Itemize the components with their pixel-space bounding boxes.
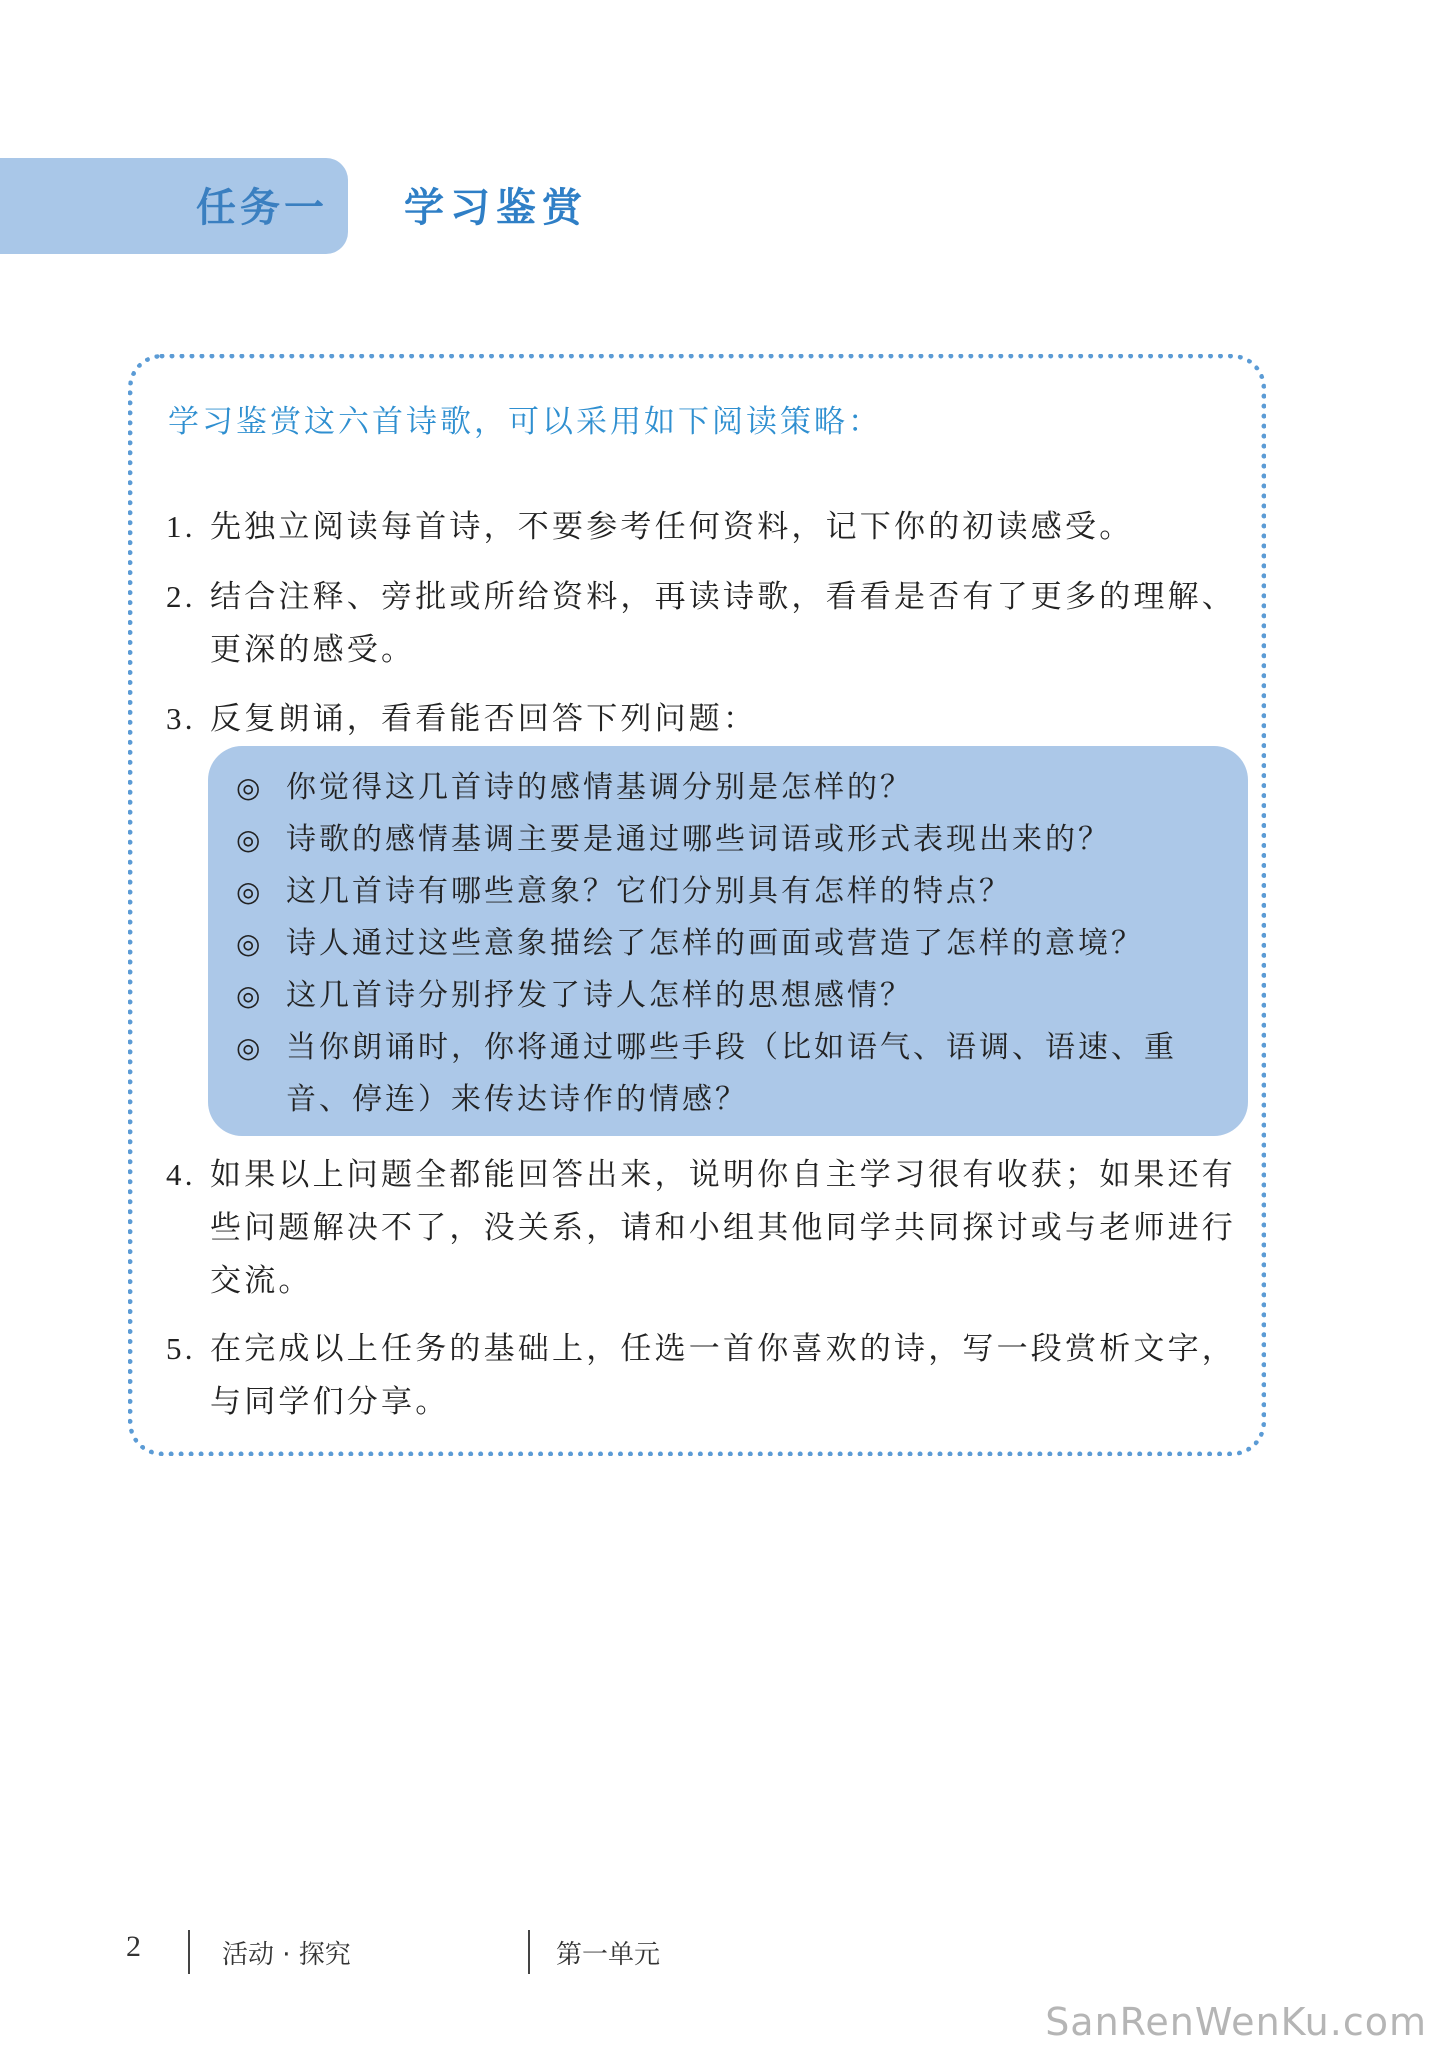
item-number: 5. — [166, 1331, 196, 1366]
question-1 — [236, 762, 1236, 814]
question-3 — [236, 866, 1236, 918]
strategy-intro: 学习鉴赏这六首诗歌，可以采用如下阅读策略： — [168, 404, 882, 440]
strategy-item-1 — [166, 500, 1236, 554]
question-text: 这几首诗有哪些意象？它们分别具有怎样的特点？ — [286, 874, 1012, 909]
question-marker: ◎ — [236, 979, 264, 1012]
item-number: 1. — [166, 509, 196, 544]
item-number: 3. — [166, 701, 196, 736]
question-text: 诗人通过这些意象描绘了怎样的画面或营造了怎样的意境？ — [286, 926, 1144, 961]
question-6 — [236, 1022, 1236, 1126]
item-text: 结合注释、旁批或所给资料，再读诗歌，看看是否有了更多的理解、 — [210, 579, 1236, 615]
question-5 — [236, 970, 1236, 1022]
task-title: 学习鉴赏 — [404, 185, 588, 231]
question-text: 当你朗诵时，你将通过哪些手段（比如语气、语调、语速、重 — [286, 1030, 1177, 1065]
footer-divider — [188, 1930, 190, 1974]
question-marker: ◎ — [236, 875, 264, 908]
strategy-item-2 — [166, 570, 1236, 677]
watermark: SanRenWenKu.com — [1045, 2000, 1427, 2044]
question-marker: ◎ — [236, 927, 264, 960]
strategy-item-4 — [166, 1148, 1236, 1308]
footer-section: 活动 · 探究 — [222, 1940, 351, 1970]
item-text: 先独立阅读每首诗，不要参考任何资料，记下你的初读感受。 — [210, 509, 1134, 545]
item-text: 在完成以上任务的基础上，任选一首你喜欢的诗，写一段赏析文字， — [210, 1331, 1236, 1367]
question-text-continued: 音、停连）来传达诗作的情感？ — [286, 1082, 748, 1117]
item-text: 反复朗诵，看看能否回答下列问题： — [210, 701, 758, 737]
item-text-continued: 更深的感受。 — [210, 632, 416, 668]
item-number: 4. — [166, 1157, 196, 1192]
question-marker: ◎ — [236, 771, 264, 804]
question-2 — [236, 814, 1236, 866]
item-text-continued: 交流。 — [210, 1263, 313, 1299]
item-text-continued: 些问题解决不了，没关系，请和小组其他同学共同探讨或与老师进行 — [210, 1210, 1236, 1246]
question-marker: ◎ — [236, 1031, 264, 1064]
strategy-item-5 — [166, 1322, 1236, 1429]
strategy-item-3 — [166, 692, 1236, 746]
item-number: 2. — [166, 579, 196, 614]
footer-divider — [528, 1930, 530, 1974]
page-number: 2 — [126, 1930, 141, 1963]
question-marker: ◎ — [236, 823, 264, 856]
question-text: 诗歌的感情基调主要是通过哪些词语或形式表现出来的？ — [286, 822, 1111, 857]
question-4 — [236, 918, 1236, 970]
footer-unit: 第一单元 — [556, 1940, 661, 1970]
task-label: 任务一 — [196, 185, 328, 231]
question-text: 你觉得这几首诗的感情基调分别是怎样的？ — [286, 770, 913, 805]
item-text-continued: 与同学们分享。 — [210, 1384, 450, 1420]
item-text: 如果以上问题全都能回答出来，说明你自主学习很有收获；如果还有 — [210, 1157, 1236, 1193]
question-text: 这几首诗分别抒发了诗人怎样的思想感情？ — [286, 978, 913, 1013]
